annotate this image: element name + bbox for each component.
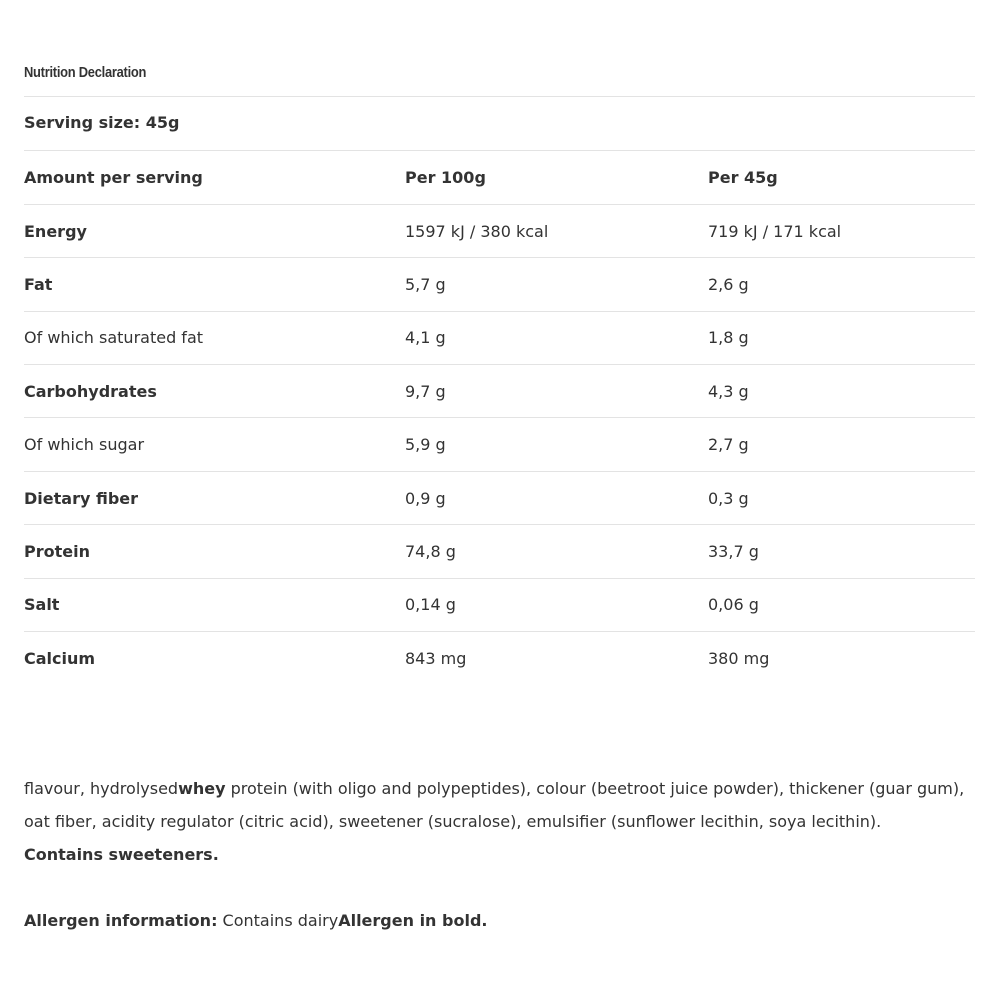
value-per-45g: 1,8 g (708, 311, 975, 364)
contains-sweeteners: Contains sweeteners. (24, 845, 219, 864)
header-per-45g: Per 45g (708, 151, 975, 204)
table-row (24, 204, 975, 257)
nutrient-name: Of which saturated fat (24, 311, 405, 364)
value-per-45g: 380 mg (708, 648, 770, 668)
value-per-45g: 4,3 g (708, 365, 975, 418)
nutrient-name: Fat (24, 258, 405, 311)
nutrient-name: Carbohydrates (24, 365, 405, 418)
serving-size: Serving size: 45g (24, 113, 180, 132)
ingredients-part1: flavour, hydrolysed (24, 779, 179, 798)
declaration-title: Nutrition Declaration (24, 64, 147, 81)
ingredients-text (24, 772, 975, 871)
table-row (24, 471, 975, 524)
value-per-100g: 1597 kJ / 380 kcal (405, 204, 708, 257)
value-per-100g: 843 mg (405, 648, 467, 668)
nutrient-name: Salt (24, 578, 405, 631)
value-per-100g: 4,1 g (405, 311, 708, 364)
header-amount: Amount per serving (24, 151, 405, 204)
table-row (24, 578, 975, 631)
divider (24, 96, 975, 97)
table-row (24, 311, 975, 364)
value-per-100g: 5,7 g (405, 258, 708, 311)
value-per-45g: 0,06 g (708, 578, 975, 631)
ingredients-allergen-word: whey (178, 779, 226, 798)
table-row (24, 632, 975, 685)
allergen-text: Contains dairy (217, 911, 339, 930)
value-per-100g: 5,9 g (405, 418, 708, 471)
table-header-row (24, 151, 975, 204)
table-row (24, 525, 975, 578)
ingredients-part2: protein (with oligo and polypeptides), colour (beetroot juice powder), thickener (guar gum), oat fiber, acidity regulator (citric acid), sweetener (sucralose), emulsifier (sunflower lecithin, soya lecithin). (24, 779, 965, 831)
nutrient-name: Calcium (24, 648, 96, 668)
value-per-45g: 33,7 g (708, 525, 975, 578)
value-per-100g: 9,7 g (405, 365, 708, 418)
value-per-45g: 0,3 g (708, 471, 975, 524)
table-row (24, 258, 975, 311)
value-per-45g: 2,6 g (708, 258, 975, 311)
value-per-100g: 0,9 g (405, 471, 708, 524)
allergen-note: Allergen in bold. (338, 911, 488, 930)
allergen-label: Allergen information: (24, 911, 218, 930)
table-row (24, 418, 975, 471)
table-row (24, 365, 975, 418)
value-per-45g: 2,7 g (708, 418, 975, 471)
value-per-100g: 74,8 g (405, 525, 708, 578)
value-per-45g: 719 kJ / 171 kcal (708, 204, 975, 257)
nutrient-name: Of which sugar (24, 418, 405, 471)
nutrient-name: Energy (24, 204, 405, 257)
nutrition-table (24, 151, 975, 685)
nutrient-name: Dietary fiber (24, 471, 405, 524)
allergen-info (24, 904, 487, 937)
value-per-100g: 0,14 g (405, 578, 708, 631)
nutrient-name: Protein (24, 525, 405, 578)
header-per-100g: Per 100g (405, 151, 708, 204)
